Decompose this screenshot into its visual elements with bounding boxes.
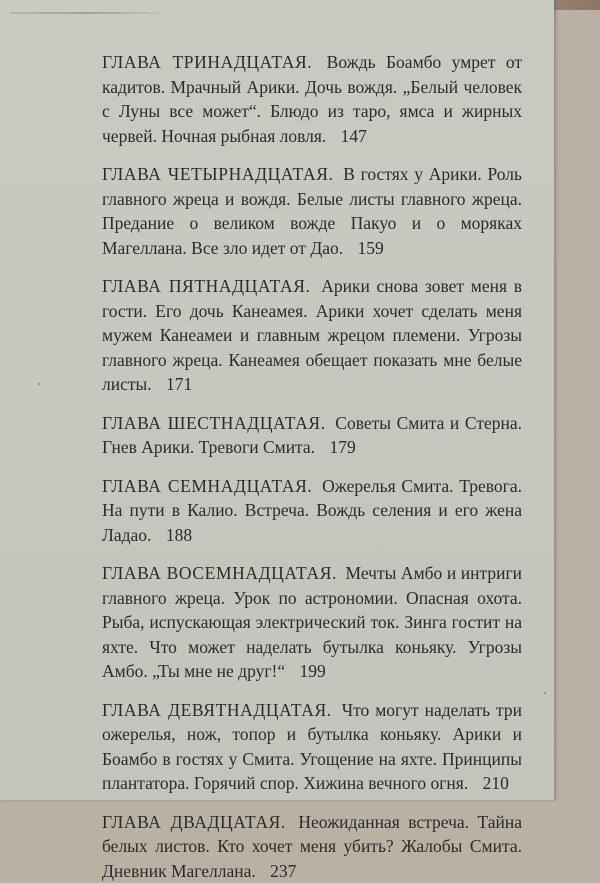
chapter-description: Неожиданная встреча. Тайна белых листов. Кто хочет меня убить? Жалобы Смита. Дневник Магеллана.: [102, 812, 522, 881]
chapter-description: Мечты Амбо и интриги главного жреца. Урок по астрономии. Опасная охота. Рыба, испускающая электрический ток. Зинга гостит на яхте. Что может наделать бутылка коньяку. Угрозы Амбо. „Ты мне не друг!“: [102, 563, 522, 681]
page-number: 210: [483, 773, 509, 793]
toc-entry-17: [102, 474, 522, 548]
chapter-description: Что могут наделать три ожерелья, нож, топор и бутылка коньяку. Арики и Боамбо в гостях у Смита. Угощение на яхте. Принципы плантатора. Горячий спор. Хижина вечного огня.: [102, 700, 522, 794]
toc-entry-19: [102, 698, 522, 796]
page-number: 147: [341, 126, 367, 146]
chapter-heading: ГЛАВА ВОСЕМНАДЦАТАЯ.: [102, 563, 337, 583]
chapter-heading: ГЛАВА СЕМНАДЦАТАЯ.: [102, 476, 312, 496]
page-crease: [10, 12, 160, 14]
page-number: 188: [166, 525, 192, 545]
chapter-description: Арики снова зовет меня в гости. Его дочь Канеамея. Арики хочет сделать меня мужем Канеамеи и главным жрецом племени. Угрозы главного жреца. Канеамея обещает показать мне белые листы.: [102, 276, 522, 394]
chapter-description: Ожерелья Смита. Тревога. На пути в Калио. Встреча. Вождь селения и его жена Ладао.: [102, 476, 522, 545]
toc-entry-20: [102, 810, 522, 883]
chapter-heading: ГЛАВА ДВАДЦАТАЯ.: [102, 812, 286, 832]
table-of-contents: [102, 50, 522, 883]
chapter-heading: ГЛАВА ЧЕТЫРНАДЦАТАЯ.: [102, 164, 333, 184]
chapter-heading: ГЛАВА ТРИНАДЦАТАЯ.: [102, 52, 312, 72]
paper-speck: [38, 383, 40, 385]
chapter-description: Советы Смита и Стерна. Гнев Арики. Тревоги Смита.: [102, 413, 522, 458]
toc-entry-15: [102, 274, 522, 397]
toc-entry-13: [102, 50, 522, 148]
chapter-heading: ГЛАВА ШЕСТНАДЦАТАЯ.: [102, 413, 326, 433]
page-number: 171: [166, 374, 192, 394]
paper-speck: [544, 692, 546, 694]
chapter-heading: ГЛАВА ДЕВЯТНАДЦАТАЯ.: [102, 700, 332, 720]
chapter-description: В гостях у Арики. Роль главного жреца и вождя. Белые листы главного жреца. Предание о великом вожде Пакуо и о моряках Магеллана. Все зло идет от Дао.: [102, 164, 522, 258]
toc-entry-18: [102, 561, 522, 684]
page-number: 179: [329, 437, 355, 457]
toc-entry-14: [102, 162, 522, 260]
page-number: 199: [300, 661, 326, 681]
toc-entry-16: [102, 411, 522, 460]
chapter-description: Вождь Боамбо умрет от кадитов. Мрачный Арики. Дочь вождя. „Белый человек с Луны все может“. Блюдо из таро, ямса и жирных червей. Ночная рыбная ловля.: [102, 52, 522, 146]
page-number: 237: [270, 861, 296, 881]
chapter-heading: ГЛАВА ПЯТНАДЦАТАЯ.: [102, 276, 310, 296]
page-number: 159: [358, 238, 384, 258]
